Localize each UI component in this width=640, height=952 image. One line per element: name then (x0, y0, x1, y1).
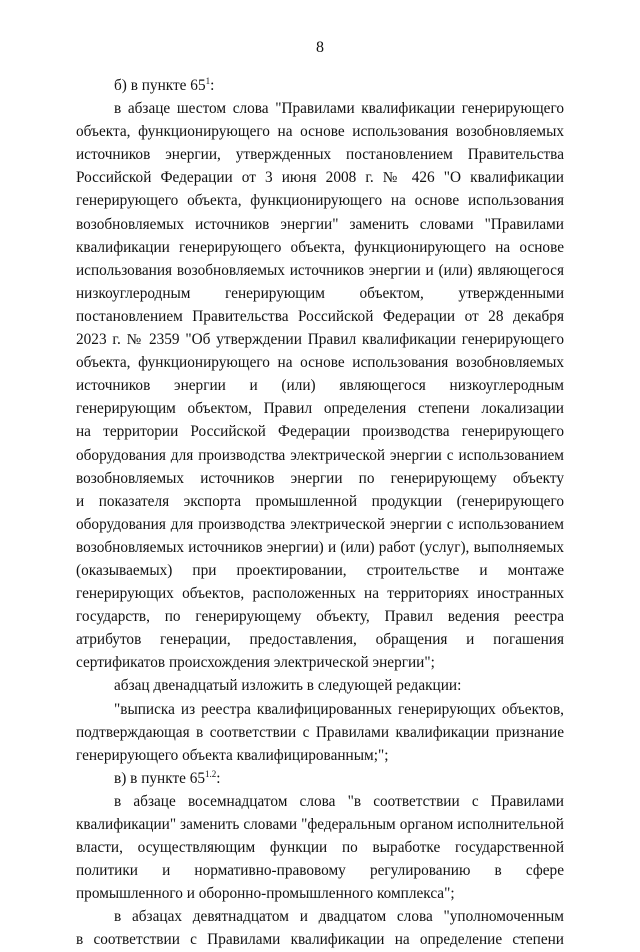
paragraph-line: в абзацах девятнадцатом и двадцатом слова "уполномоченным (114, 908, 564, 926)
paragraph-line: квалификации" заменить словами "федеральным органом исполнительной (76, 816, 564, 833)
page-number: 8 (316, 39, 324, 56)
paragraph-line: возобновляемых источников энергии по генерирующему объекту (76, 469, 564, 487)
paragraph-line: "выписка из реестра квалифицированных генерирующих объектов, (114, 700, 564, 718)
item-b-prefix: б) в пункте 65 (114, 77, 206, 94)
paragraph-line: возобновляемых источников энергии" заменить словами "Правилами (76, 215, 564, 233)
paragraph-line: генерирующего объекта, функционирующего на основе использования (76, 192, 564, 210)
paragraph-line: оборудования для производства электрической энергии с использованием (76, 446, 564, 464)
paragraph-line: использования возобновляемых источников энергии и (или) являющегося (76, 261, 564, 279)
paragraph-line: генерирующих объектов, расположенных на территориях иностранных (76, 585, 564, 603)
paragraph-line: абзац двенадцатый изложить в следующей редакции: (114, 677, 462, 695)
paragraph-line: квалификации генерирующего объекта, функционирующего на основе (76, 238, 564, 256)
paragraph-line: источников энергии и (или) являющегося низкоуглеродным (76, 377, 564, 395)
paragraph-line: государств, по генерирующему объекту, Правил ведения реестра (76, 608, 564, 626)
paragraph-line: генерирующего объекта квалифицированным;"; (76, 746, 389, 764)
paragraph-line: в соответствии с Правилами квалификации на определение степени (76, 931, 564, 949)
item-b-suffix: : (210, 77, 215, 94)
paragraph-line: атрибутов генерации, предоставления, обращения и погашения (76, 631, 564, 649)
item-v-prefix: в) в пункте 65 (114, 769, 206, 787)
paragraph-line: низкоуглеродным генерирующим объектом, утвержденными (76, 284, 564, 302)
item-b-superscript: 1 (205, 76, 211, 86)
paragraph-line: (оказываемых) при проектировании, строительстве и монтаже (76, 561, 564, 579)
paragraph-line: возобновляемых источников энергии) и (или) работ (услуг), выполняемых (76, 538, 564, 556)
paragraph-line: объекта, функционирующего на основе использования возобновляемых (76, 123, 564, 141)
paragraph-line: промышленного и оборонно-промышленного комплекса"; (76, 885, 455, 903)
item-b-heading (76, 74, 564, 97)
paragraph-line: постановлением Правительства Российской Федерации от 28 декабря (76, 307, 564, 325)
paragraph-line: источников энергии, утвержденных постановлением Правительства (76, 146, 564, 164)
item-v-suffix: : (216, 769, 221, 787)
paragraph-line: объекта, функционирующего на основе использования возобновляемых (76, 354, 564, 372)
paragraph-line: и показателя экспорта промышленной продукции (генерирующего (76, 492, 564, 510)
paragraph-line: 2023 г. № 2359 "Об утверждении Правил квалификации генерирующего (76, 331, 564, 349)
document-body (76, 74, 564, 952)
paragraph-line: сертификатов происхождения электрической энергии"; (76, 654, 435, 672)
paragraph-line: Российской Федерации от 3 июня 2008 г. № 426 "О квалификации (76, 169, 564, 187)
paragraph-line: оборудования для производства электрической энергии с использованием (76, 515, 564, 533)
paragraph-line: в абзаце восемнадцатом слова "в соответствии с Правилами (114, 792, 564, 810)
paragraph-line: в абзаце шестом слова "Правилами квалификации генерирующего (114, 100, 564, 118)
item-v-heading (76, 767, 564, 790)
item-v-superscript: 1.2 (205, 768, 217, 779)
paragraph-line: власти, осуществляющим функции по выработке государственной (76, 839, 564, 857)
paragraph-line: генерирующим объектом, Правил определения степени локализации (76, 400, 564, 418)
paragraph-line: подтверждающая в соответствии с Правилами квалификации признание (76, 723, 564, 741)
paragraph-line: политики и нормативно-правовому регулированию в сфере (76, 862, 564, 880)
paragraph-line: на территории Российской Федерации производства генерирующего (76, 423, 564, 441)
